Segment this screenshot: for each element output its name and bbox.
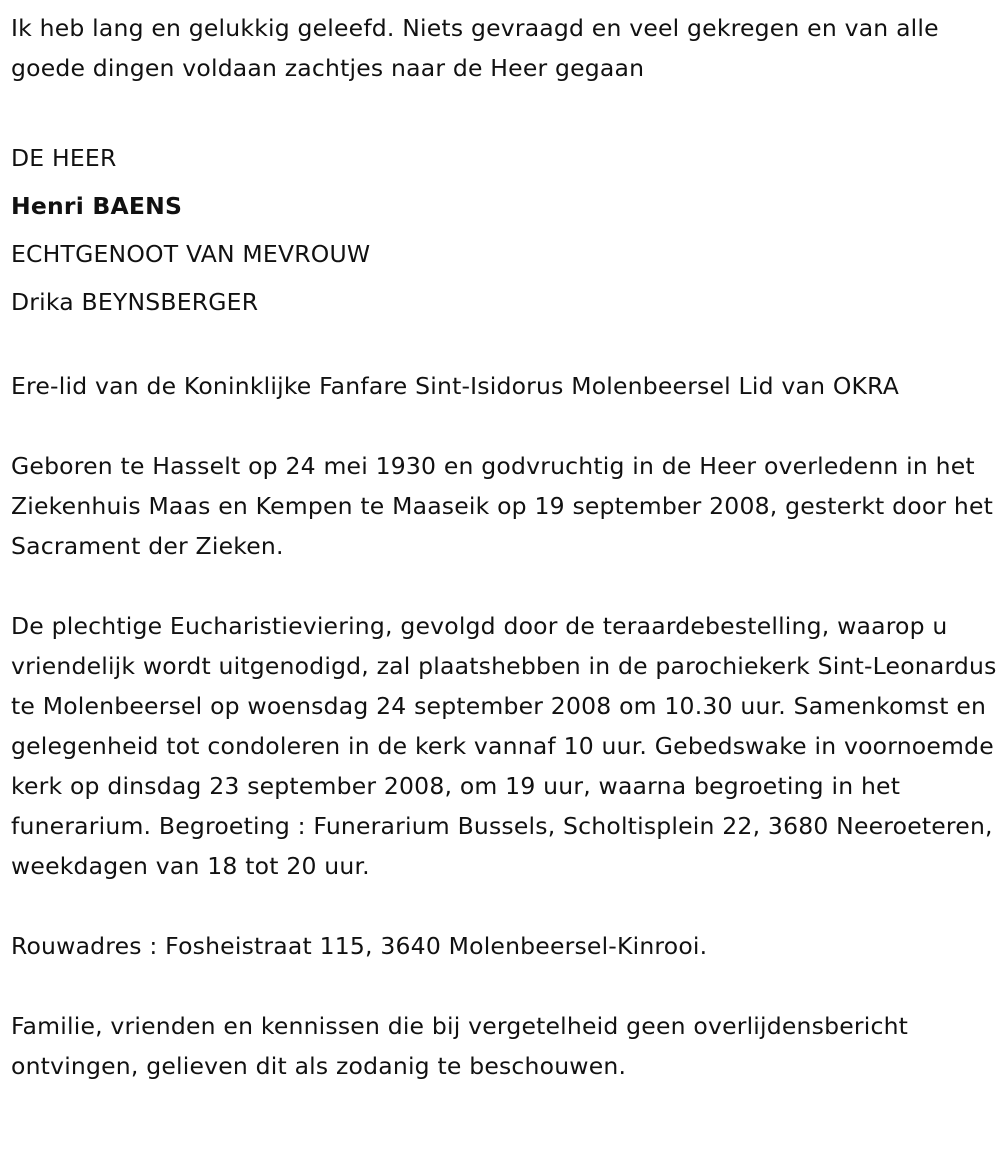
- deceased-title: DE HEER: [11, 144, 117, 172]
- death-notice: [11, 8, 997, 1086]
- spacer: [11, 966, 997, 1006]
- spacer: [11, 566, 997, 606]
- intro-text: Ik heb lang en gelukkig geleefd. Niets gevraagd en veel gekregen en van alle goede dingen voldaan zachtjes naar de Heer gegaan: [11, 14, 939, 82]
- membership-text: Ere-lid van de Koninklijke Fanfare Sint-Isidorus Molenbeersel Lid van OKRA: [11, 372, 899, 400]
- spacer: [11, 886, 997, 926]
- spacer: [11, 88, 997, 128]
- ceremony-text: De plechtige Eucharistieviering, gevolgd door de teraardebestelling, waarop u vriendelijk wordt uitgenodigd, zal plaatshebben in de parochiekerk Sint-Leonardus te Molenbeersel op woensdag 24 september 2008 om 10.30 uur. Samenkomst en gelegenheid tot condoleren in de kerk vannaf 10 uur. Gebedswake in voornoemde kerk op dinsdag 23 september 2008, om 19 uur, waarna begroeting in het funerarium. Begroeting : Funerarium Bussels, Scholtisplein 22, 3680 Neeroeteren, weekdagen van 18 tot 20 uur.: [11, 612, 997, 880]
- spacer: [11, 406, 997, 446]
- deceased-block: [11, 134, 997, 326]
- deceased-name: Henri BAENS: [11, 192, 183, 220]
- relation-label: ECHTGENOOT VAN MEVROUW: [11, 240, 371, 268]
- closing-text: Familie, vrienden en kennissen die bij vergetelheid geen overlijdensbericht ontvingen, gelieven dit als zodanig te beschouwen.: [11, 1012, 909, 1080]
- birth-death-text: Geboren te Hasselt op 24 mei 1930 en godvruchtig in de Heer overledenn in het Ziekenhuis Maas en Kempen te Maaseik op 19 september 2008, gesterkt door het Sacrament der Zieken.: [11, 452, 994, 560]
- spouse-name: Drika BEYNSBERGER: [11, 288, 259, 316]
- mourning-address: Rouwadres : Fosheistraat 115, 3640 Molenbeersel-Kinrooi.: [11, 932, 708, 960]
- spacer: [11, 326, 997, 366]
